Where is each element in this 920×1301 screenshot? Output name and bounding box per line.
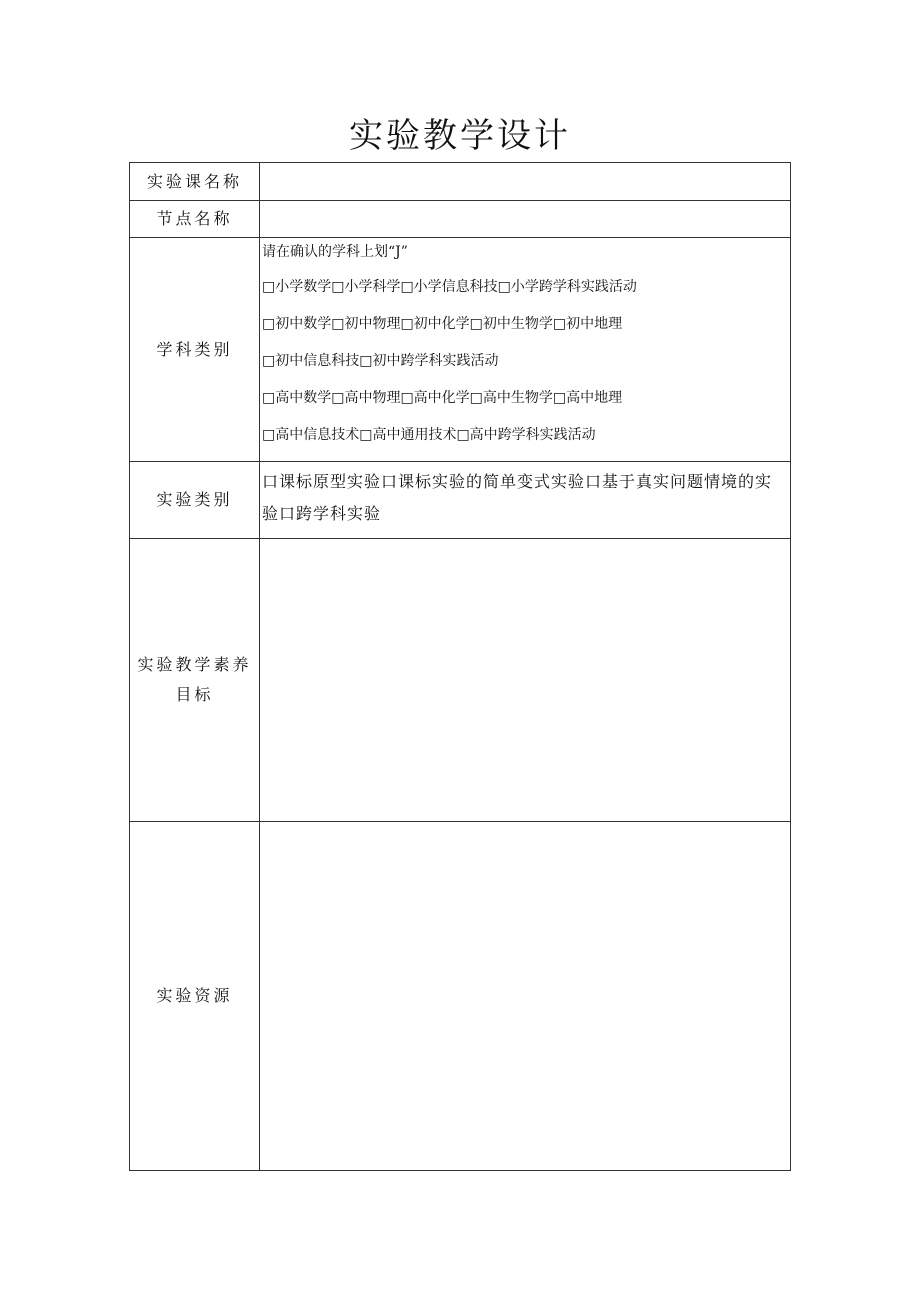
course-name-row: [130, 163, 791, 201]
subject-options: [260, 238, 791, 462]
document-title: 实验教学设计: [349, 116, 571, 156]
subject-label: 学科类别: [130, 238, 260, 462]
resource-row: [130, 822, 791, 1171]
subject-instruction: 请在确认的学科上划“J”: [262, 244, 408, 260]
teaching-goal-label-line1: 实验教学素养: [137, 655, 252, 674]
subject-line-senior-2[interactable]: □高中信息技术□高中通用技术□高中跨学科实践活动: [262, 427, 596, 443]
subject-row: [130, 238, 791, 462]
node-name-field[interactable]: [260, 201, 791, 238]
design-form-table: [129, 162, 791, 1171]
subject-line-primary[interactable]: □小学数学□小学科学□小学信息科技□小学跨学科实践活动: [262, 279, 637, 295]
subject-line-senior-1[interactable]: □高中数学□高中物理□高中化学□高中生物学□高中地理: [262, 390, 623, 406]
subject-line-junior-1[interactable]: □初中数学□初中物理□初中化学□初中生物学□初中地理: [262, 316, 623, 332]
experiment-type-label: 实验类别: [130, 462, 260, 539]
node-name-label: 节点名称: [130, 201, 260, 238]
resource-field[interactable]: [260, 822, 791, 1171]
node-name-row: [130, 201, 791, 238]
teaching-goal-label: [130, 539, 260, 822]
course-name-label: 实验课名称: [130, 163, 260, 201]
resource-label: 实验资源: [130, 822, 260, 1171]
teaching-goal-label-line2: 目标: [175, 685, 214, 704]
teaching-goal-field[interactable]: [260, 539, 791, 822]
experiment-type-options[interactable]: 口课标原型实验口课标实验的简单变式实验口基于真实问题情境的实验口跨学科实验: [260, 462, 791, 539]
subject-line-junior-2[interactable]: □初中信息科技□初中跨学科实践活动: [262, 353, 499, 369]
teaching-goal-row: [130, 539, 791, 822]
course-name-field[interactable]: [260, 163, 791, 201]
experiment-type-row: [130, 462, 791, 539]
